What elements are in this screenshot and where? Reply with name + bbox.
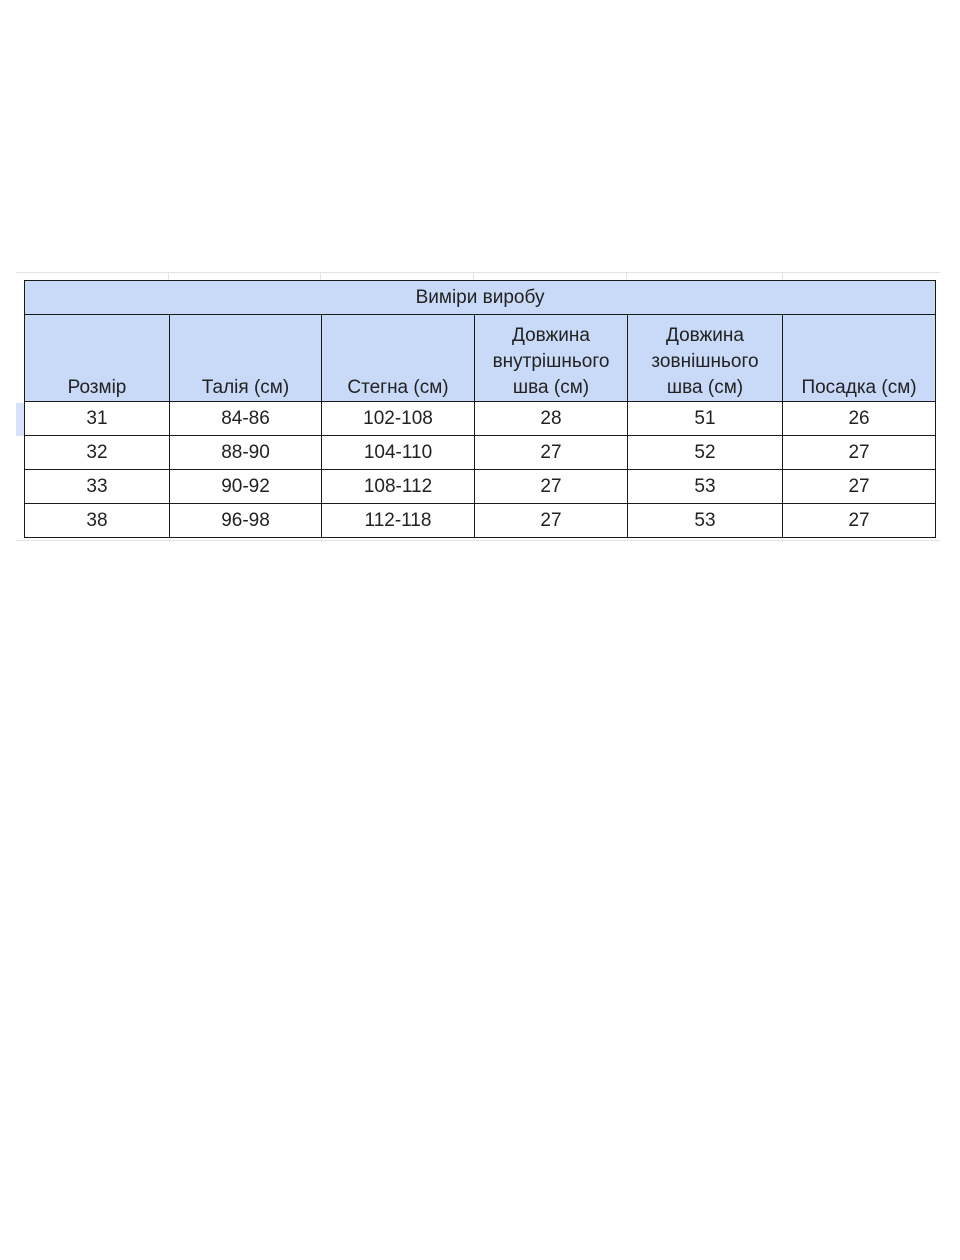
table-cell-size[interactable]: 31 xyxy=(25,402,170,436)
selected-row-marker xyxy=(16,403,24,436)
table-cell-waist[interactable]: 88-90 xyxy=(170,436,322,470)
table-cell-size[interactable]: 32 xyxy=(25,436,170,470)
table-cell-hips[interactable]: 112-118 xyxy=(322,504,475,538)
table-cell-hips[interactable]: 108-112 xyxy=(322,470,475,504)
header-rise-label: Посадка (см) xyxy=(801,377,917,398)
size-measurements-table xyxy=(24,280,936,538)
table-cell-hips[interactable]: 102-108 xyxy=(322,402,475,436)
table-cell-hips[interactable]: 104-110 xyxy=(322,436,475,470)
table-cell-size[interactable]: 38 xyxy=(25,504,170,538)
header-outseam-label: Довжина зовнішнього шва (см) xyxy=(651,325,759,398)
table-row xyxy=(25,504,936,538)
table-cell-rise[interactable]: 26 xyxy=(783,402,936,436)
table-header-row xyxy=(25,315,936,402)
table-cell-outseam[interactable]: 53 xyxy=(628,504,783,538)
table-title[interactable]: Виміри виробу xyxy=(25,281,936,315)
header-waist[interactable] xyxy=(170,315,322,402)
table-row xyxy=(25,402,936,436)
sheet-gridline xyxy=(16,540,940,541)
table-cell-waist[interactable]: 96-98 xyxy=(170,504,322,538)
table-cell-waist[interactable]: 90-92 xyxy=(170,470,322,504)
header-inseam-label: Довжина внутрішнього шва (см) xyxy=(492,325,610,398)
header-size[interactable] xyxy=(25,315,170,402)
table-cell-rise[interactable]: 27 xyxy=(783,470,936,504)
sheet-gridline xyxy=(16,272,940,273)
table-cell-outseam[interactable]: 52 xyxy=(628,436,783,470)
table-cell-rise[interactable]: 27 xyxy=(783,436,936,470)
table-row xyxy=(25,470,936,504)
table-cell-size[interactable]: 33 xyxy=(25,470,170,504)
header-waist-label: Талія (см) xyxy=(201,377,290,398)
table-title-row xyxy=(25,281,936,315)
header-inseam[interactable] xyxy=(475,315,628,402)
table-cell-outseam[interactable]: 53 xyxy=(628,470,783,504)
header-hips-label: Стегна (см) xyxy=(347,377,449,398)
table-cell-outseam[interactable]: 51 xyxy=(628,402,783,436)
header-size-label: Розмір xyxy=(67,377,127,398)
table-cell-inseam[interactable]: 27 xyxy=(475,470,628,504)
table-cell-rise[interactable]: 27 xyxy=(783,504,936,538)
table-cell-waist[interactable]: 84-86 xyxy=(170,402,322,436)
table-cell-inseam[interactable]: 28 xyxy=(475,402,628,436)
table-cell-inseam[interactable]: 27 xyxy=(475,504,628,538)
header-rise[interactable] xyxy=(783,315,936,402)
table-cell-inseam[interactable]: 27 xyxy=(475,436,628,470)
header-hips[interactable] xyxy=(322,315,475,402)
header-outseam[interactable] xyxy=(628,315,783,402)
table-row xyxy=(25,436,936,470)
